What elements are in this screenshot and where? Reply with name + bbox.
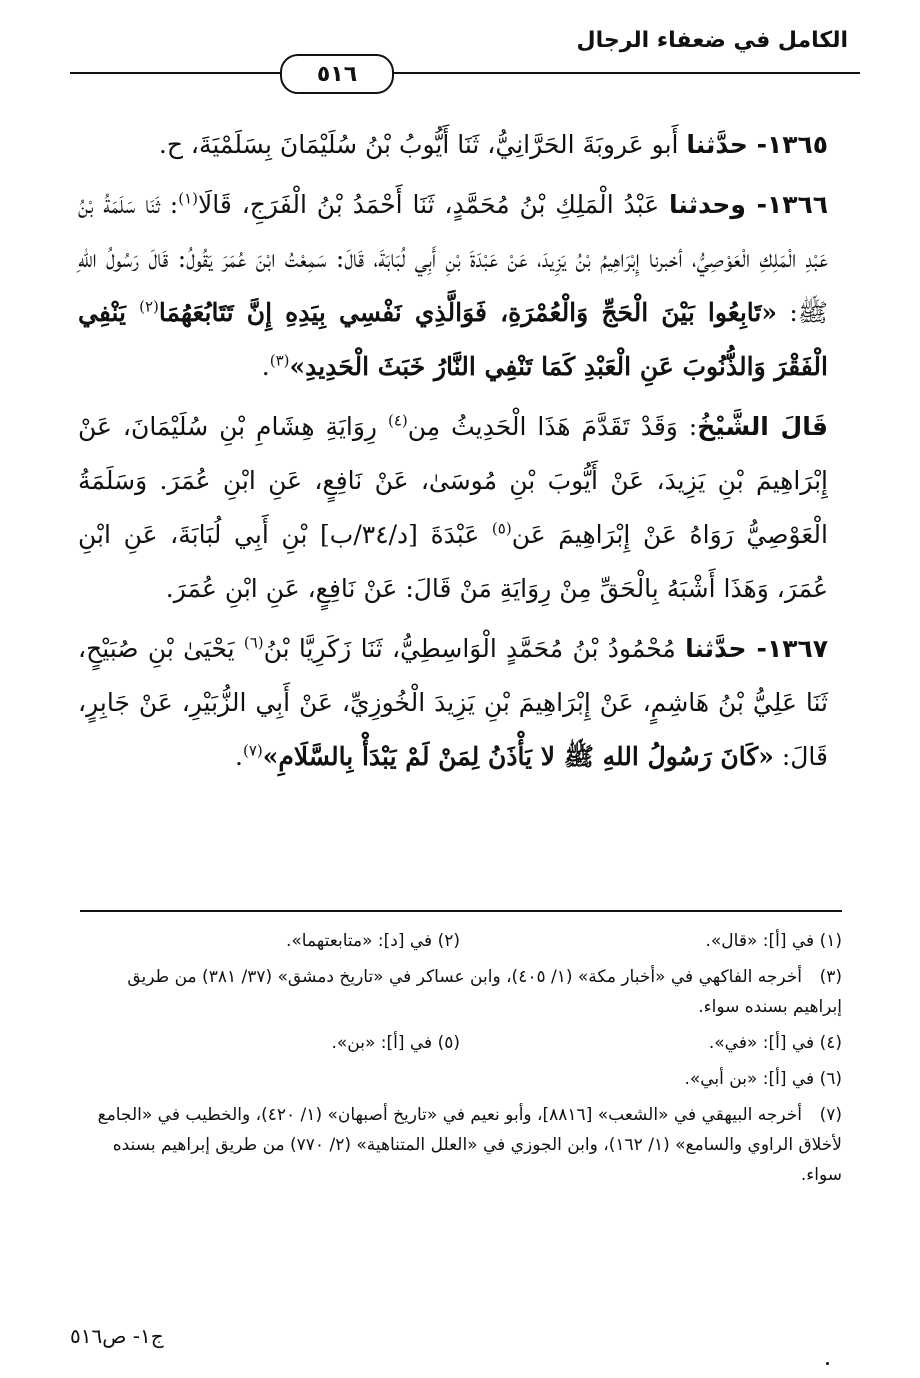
footnote-divider xyxy=(80,910,842,912)
prophetic-quote: يَنْفِي الْفَقْرَ وَالذُّنُوبَ عَنِ الْعَبْدِ كَمَا تَنْفِي النَّارُ خَبَثَ الْحَدِيدِ» xyxy=(78,298,828,381)
footnote-ref[interactable]: (١) xyxy=(178,189,199,208)
footnote-5: (٥) في [أ]: «بن». xyxy=(331,1033,460,1053)
narration-text: : ثَنَا سَلَمَةُ بْنُ عَبْدِ الْمَلِكِ الْعَوْصِيُّ، أخبرنا إِبْرَاهِيمُ بْنُ يَزِيدَ، عَنْ عَبْدَةَ بْنِ أَبِي لُبَابَةَ، قَالَ: سَمِعْتُ ابْنَ عُمَرَ يَقُولُ: قَالَ رَسُولُ اللهِ ﷺ: xyxy=(78,190,828,327)
narration-text: عَبْدُ الْمَلِكِ بْنُ مُحَمَّدٍ، ثَنَا أَحْمَدُ بْنُ الْفَرَجِ، قَالَا xyxy=(198,190,669,219)
footnote-number: (٧) xyxy=(819,1105,842,1125)
narration-lead: ١٣٦٧- حدَّثنا xyxy=(685,634,828,663)
footnote-row xyxy=(78,1028,842,1058)
footnote-ref[interactable]: (٦) xyxy=(243,633,264,652)
footnote-3 xyxy=(78,962,842,1022)
prophetic-quote: «كَانَ رَسُولُ اللهِ ﷺ لا يَأْذَنُ لِمَنْ لَمْ يَبْدَأْ بِالسَّلَامِ» xyxy=(262,742,774,771)
hadith-1367 xyxy=(78,622,828,784)
narration-text: يَحْيَىٰ بْنِ صُبَيْحٍ، ثَنَا عَلِيُّ بْنُ هَاشِمٍ، عَنْ إِبْرَاهِيمَ بْنِ يَزِيدَ الْخُوزِيِّ، عَنْ أَبِي الزُّبَيْرِ، عَنْ جَابِرٍ، قَالَ: xyxy=(78,634,828,771)
footnote-6: (٦) في [أ]: «بن أبي». xyxy=(684,1069,842,1089)
narration-lead: ١٣٦٥- حدَّثنا xyxy=(686,130,828,159)
narration-lead: قَالَ الشَّيْخُ xyxy=(697,412,828,441)
sheikh-comment xyxy=(78,400,828,616)
prophetic-quote: «تَابِعُوا بَيْنَ الْحَجِّ وَالْعُمْرَةِ، فَوَالَّذِي نَفْسِي بِيَدِهِ إِنَّ تَتَابُعَهُمَا xyxy=(158,298,778,327)
narration-text: . xyxy=(235,742,243,771)
footnote-ref[interactable]: (٣) xyxy=(269,351,290,370)
footnote-text: أخرجه البيهقي في «الشعب» [٨٨١٦]، وأبو نعيم في «تاريخ أصبهان» (١/ ٤٢٠)، والخطيب في «الجامع لأخلاق الراوي والسامع» (١/ ١٦٢)، وابن الجوزي في «العلل المتناهية» (٢/ ٧٧٠) من طريق إبراهيم بسنده سواء. xyxy=(97,1105,842,1185)
footnote-4: (٤) في [أ]: «في». xyxy=(708,1033,842,1053)
narration-text: رِوَايَةِ هِشَامِ بْنِ سُلَيْمَانَ، عَنْ إِبْرَاهِيمَ بْنِ يَزِيدَ، عَنْ أَيُّوبَ بْنِ مُوسَىٰ، عَنْ نَافِعٍ، عَنِ ابْنِ عُمَرَ. وَسَلَمَةُ الْعَوْصِيُّ رَوَاهُ عَنْ إِبْرَاهِيمَ عَن xyxy=(78,412,828,549)
page-number: ٥١٦ xyxy=(280,54,394,94)
footnote-text: أخرجه الفاكهي في «أخبار مكة» (١/ ٤٠٥)، وابن عساكر في «تاريخ دمشق» (٣٧/ ٣٨١) من طريق إبراهيم بسنده سواء. xyxy=(127,967,842,1017)
footnote-ref[interactable]: (٤) xyxy=(387,411,408,430)
narration-lead: ١٣٦٦- وحدثنا xyxy=(668,190,829,219)
hadith-1366 xyxy=(78,178,828,394)
footnote-ref[interactable]: (٥) xyxy=(491,519,512,538)
footnotes xyxy=(78,926,842,1196)
narration-text: : وَقَدْ تَقَدَّمَ هَذَا الْحَدِيثُ مِن xyxy=(407,412,698,441)
hadith-1365 xyxy=(78,118,828,172)
footnote-number: (٣) xyxy=(819,967,842,987)
footnote-7 xyxy=(78,1100,842,1190)
narration-text: . xyxy=(261,352,270,381)
main-text xyxy=(78,118,828,790)
footnote-row xyxy=(78,926,842,956)
footnote-ref[interactable]: (٧) xyxy=(242,741,263,760)
print-mark xyxy=(826,1362,829,1365)
page-header xyxy=(60,18,860,90)
book-title: الكامل في ضعفاء الرجال xyxy=(576,28,848,53)
footnote-2: (٢) في [د]: «متابعتهما». xyxy=(285,931,460,951)
footnote-1: (١) في [أ]: «قال». xyxy=(705,931,842,951)
header-rule xyxy=(70,72,860,74)
narration-text: عَبْدَةَ [د/٣٤/ب] بْنِ أَبِي لُبَابَةَ، عَنِ ابْنِ عُمَرَ، وَهَذَا أَشْبَهُ بِالْحَقِّ مِنْ رِوَايَةِ مَنْ قَالَ: عَنْ نَافِعٍ، عَنِ ابْنِ عُمَرَ. xyxy=(78,520,828,603)
volume-page-ref: ج١- ص٥١٦ xyxy=(70,1324,164,1348)
footnote-ref[interactable]: (٢) xyxy=(139,297,159,316)
narration-text: مُحْمُودُ بْنُ مُحَمَّدٍ الْوَاسِطِيُّ، ثَنَا زَكَرِيَّا بْنُ xyxy=(263,634,686,663)
narration-text: أَبو عَروبَةَ الحَرَّانِيُّ، ثَنَا أَيُّوبُ بْنُ سُلَيْمَانَ بِسَلَمْيَةَ، ح. xyxy=(158,130,687,159)
